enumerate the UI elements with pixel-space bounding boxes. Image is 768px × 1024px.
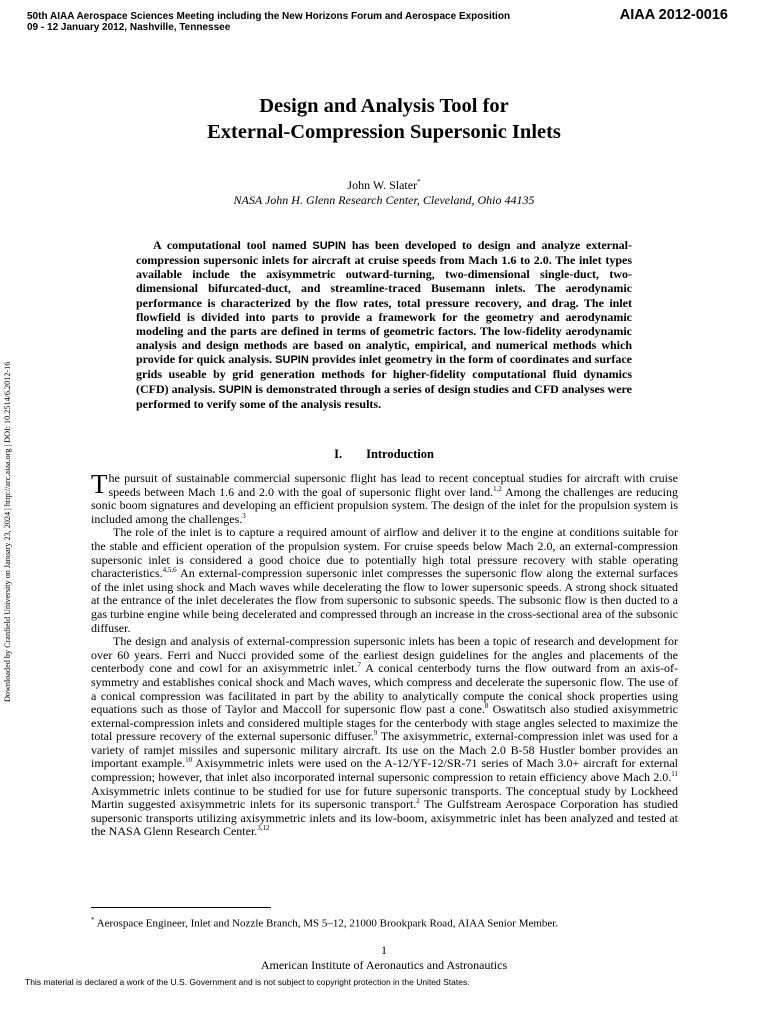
citation: 3 <box>242 511 246 520</box>
program-name: SUPIN <box>312 240 346 252</box>
paragraph-text: A conical centerbody turns the flow outward from an axis-of-symmetry and establishes conical shock and Mach waves, which compress and decelerate the supersonic flow. The use of a conical compression was facilitated in part by the ability to analytically compute the conical shock properties using equations such as those of Taylor and Maccoll for supersonic flow past a cone. <box>91 661 679 717</box>
paragraph <box>91 469 678 526</box>
citation: 4,5,6 <box>162 566 177 575</box>
title-line-2: External-Compression Supersonic Inlets <box>207 121 561 143</box>
paper-title <box>0 93 768 145</box>
footnote-text: Aerospace Engineer, Inlet and Nozzle Branch, MS 5‒12, 21000 Brookpark Road, AIAA Senior Member. <box>94 917 559 930</box>
drop-cap: T <box>91 469 108 499</box>
introduction-body <box>91 469 679 839</box>
footnote-mark: * <box>91 916 95 924</box>
paragraph-text: Axisymmetric inlets continue to be studied for use for future supersonic transports. The conceptual study by Lockheed Martin suggested axisymmetric inlets for its supersonic transport. <box>91 783 678 812</box>
abstract-text-1: A computational tool named <box>153 238 313 252</box>
section-number: I. <box>334 447 343 461</box>
section-title: Introduction <box>366 447 434 461</box>
abstract-text-2: has been developed to design and analyze external-compression supersonic inlets for aircraft at cruise speeds from Mach 1.6 to 2.0. The inlet types available include the axisymmetric outward-turning, two-dimensional single-duct, two-dimensional bifurcated-duct, and streamline-traced Busemann inlets. The aerodynamic performance is characterized by the flow rates, total pressure recovery, and drag. The inlet flowfield is divided into parts to provide a framework for the geometry and aerodynamic modeling and the parts are defined in terms of geometric factors. The low-fidelity aerodynamic analysis and design methods are based on analytic, empirical, and numerical methods which provide for quick analysis. <box>136 238 632 367</box>
citation: 7 <box>357 661 361 670</box>
paragraph-text: An external-compression supersonic inlet compresses the supersonic flow along the external surfaces of the inlet using shock and Mach waves while decelerating the flow to lower supersonic speeds. A strong shock situated at the entrance of the inlet decelerates the flow from supersonic to subsonic speeds. The subsonic flow is then ducted to a gas turbine engine while being decelerated and compressed through an increase in the cross-sectional area of the subsonic diffuser. <box>91 566 678 635</box>
download-watermark: Downloaded by Cranfield University on January 23, 2024 | http://arc.aiaa.org | DOI: 10.2514/6.2012-16 <box>3 361 12 702</box>
author-name: John W. Slater <box>347 178 418 192</box>
abstract-text-4: is demonstrated through a series of design studies and CFD analyses were performed to verify some of the analysis results. <box>136 381 632 411</box>
paragraph-text: The axisymmetric, external-compression inlet was used for a variety of ramjet missiles and supersonic military aircraft. Its use on the Mach 2.0 B-58 Hustler bomber provides an important example. <box>91 729 679 771</box>
publisher-name: American Institute of Aeronautics and Astronautics <box>260 958 508 972</box>
abstract-text-3: provides inlet geometry in the form of coordinates and surface grids useable by grid generation methods for higher-fidelity computational fluid dynamics (CFD) analysis. <box>136 352 632 396</box>
paragraph-text: The role of the inlet is to capture a required amount of airflow and deliver it to the engine at conditions suitable for the stable and efficient operation of the propulsion system. For cruise speeds below Mach 2.0, an external-compression supersonic inlet is considered a good choice due to potentially high total pressure recovery with stable operating characteristics. <box>91 525 678 581</box>
citation: 9 <box>373 729 378 738</box>
paragraph-text: The design and analysis of external-compression supersonic inlets has been a topic of research and development for over 60 years. Ferri and Nucci provided some of the earliest design guidelines for the angles and placements of the centerbody cone and cowl for an axisymmetric inlet. <box>91 634 678 676</box>
program-name: SUPIN <box>218 383 253 396</box>
title-line-1: Design and Analysis Tool for <box>259 95 509 117</box>
citation: 3,12 <box>257 824 270 833</box>
citation: 8 <box>484 702 489 711</box>
citation: 11 <box>671 770 678 779</box>
footnote-divider <box>91 907 271 908</box>
section-heading <box>0 447 768 462</box>
program-name: SUPIN <box>275 354 309 367</box>
citation: 10 <box>185 756 193 765</box>
footnote <box>91 916 558 930</box>
conference-dates-location: 09 - 12 January 2012, Nashville, Tennessee <box>27 22 231 33</box>
page-number: 1 <box>381 943 387 957</box>
paragraph-text: he pursuit of sustainable commercial supersonic flight has lead to recent conceptual studies for aircraft with cruise speeds between Mach 1.6 and 2.0 with the goal of supersonic flight over land. <box>108 471 678 499</box>
abstract <box>136 238 632 411</box>
paper-id: AIAA 2012-0016 <box>619 7 728 23</box>
paragraph <box>91 635 678 839</box>
paragraph-text: The Gulfstream Aerospace Corporation has studied supersonic transports utilizing axisymmetric inlets and its low-boom, axisymmetric inlet has been analyzed and tested at the NASA Glenn Research Center. <box>91 797 679 839</box>
paragraph <box>91 526 678 635</box>
paragraph-text: Among the challenges are reducing sonic boom signatures and developing an efficient propulsion system. The design of the inlet for the propulsion system is included among the challenges. <box>91 484 678 526</box>
paragraph-text: Axisymmetric inlets were used on the A-12/YF-12/SR-71 series of Mach 3.0+ aircraft for external compression; however, that inlet also incorporated internal supersonic compression to retain efficiency above Mach 2.0. <box>91 756 678 785</box>
copyright-notice: This material is declared a work of the U.S. Government and is not subject to copyright protection in the United States. <box>25 977 470 987</box>
author-affiliation: NASA John H. Glenn Research Center, Cleveland, Ohio 44135 <box>233 193 535 207</box>
citation: 1,2 <box>493 484 502 493</box>
conference-name: 50th AIAA Aerospace Sciences Meeting including the New Horizons Forum and Aerospace Exposition <box>27 11 511 22</box>
author <box>0 178 768 193</box>
citation: 2 <box>416 797 420 806</box>
author-footnote-mark: * <box>417 178 421 186</box>
paragraph-text: Oswatitsch also studied axisymmetric external-compression inlets and considered multiple stages for the centerbody with stage angles selected to maximize the total pressure recovery of the external supersonic diffuser. <box>91 702 678 744</box>
